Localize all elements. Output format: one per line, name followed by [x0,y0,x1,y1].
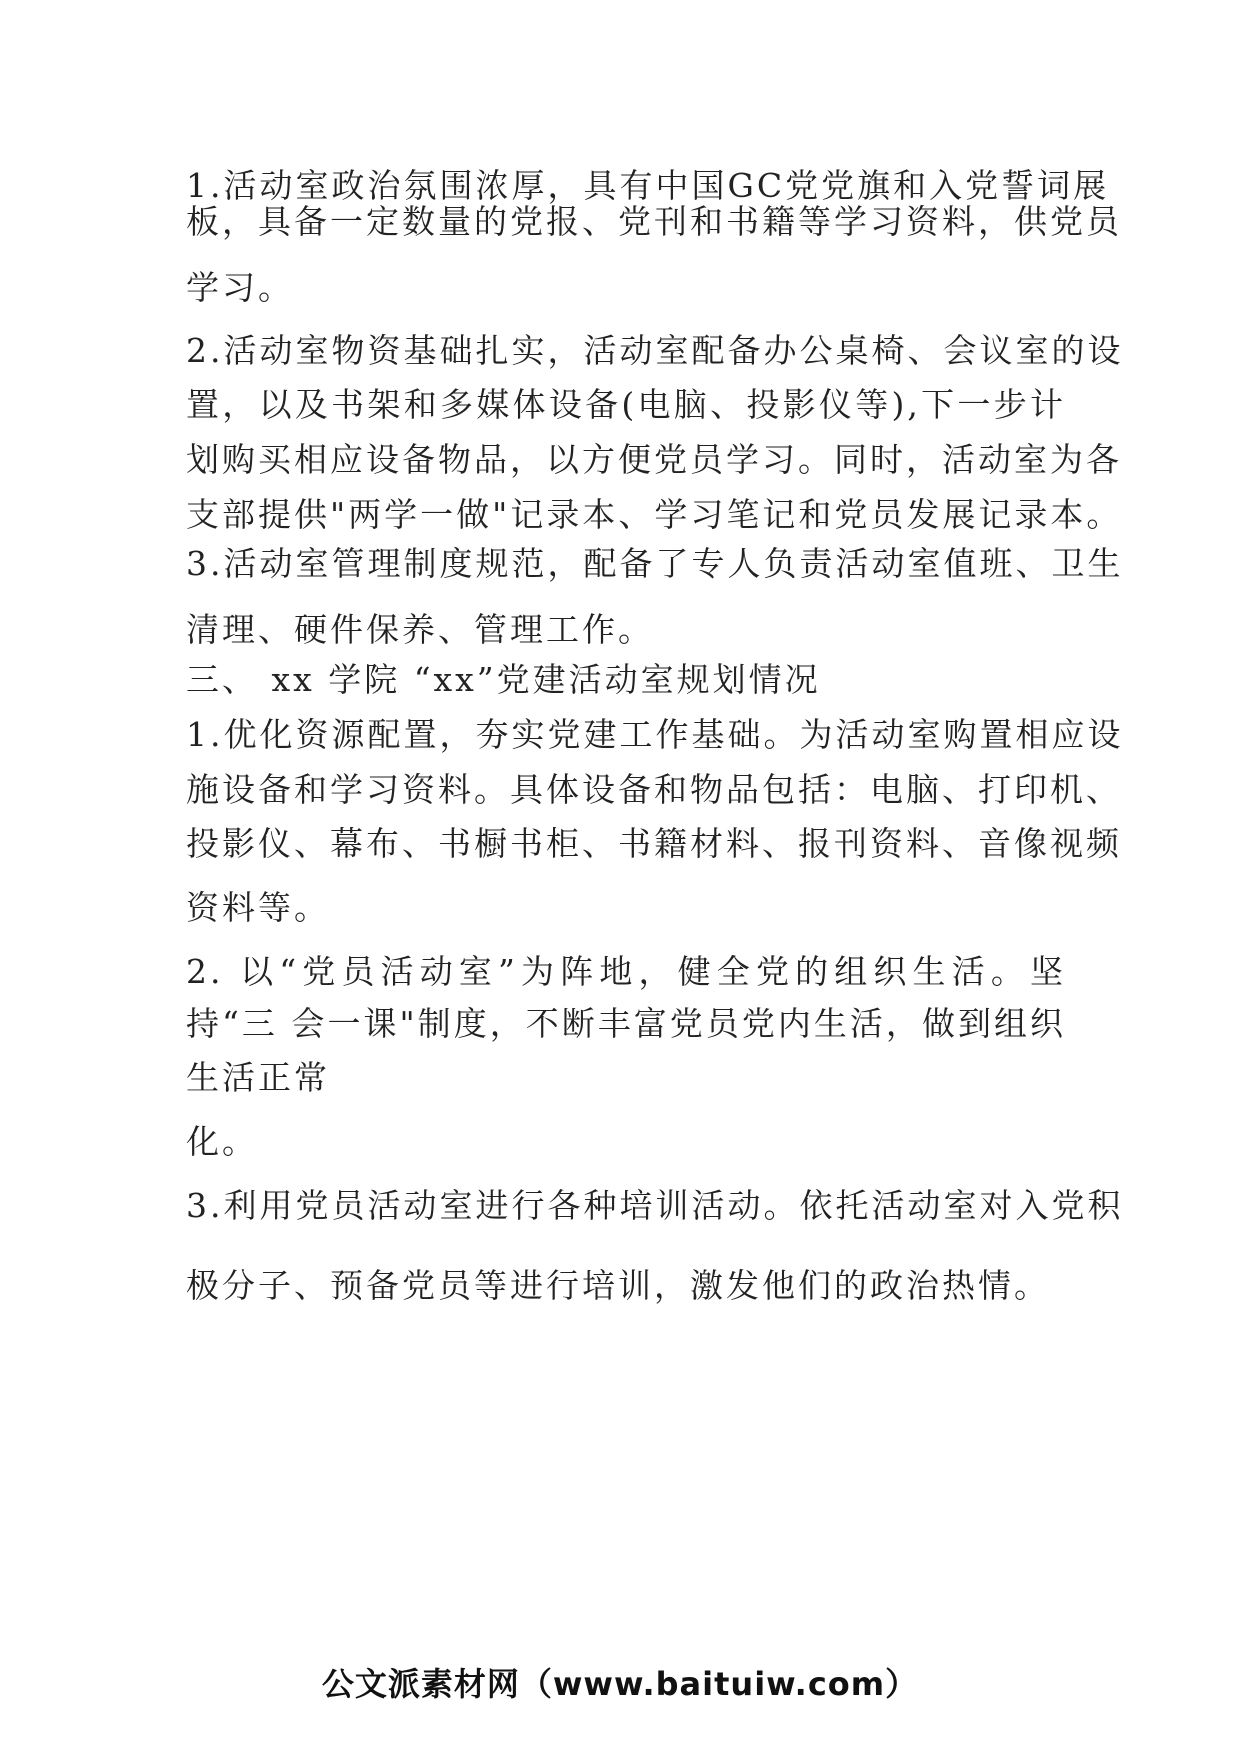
text-line-2: 板，具备一定数量的党报、党刊和书籍等学习资料，供党员 [186,202,1122,241]
text-line-4: 2.活动室物资基础扎实，活动室配备办公桌椅、会议室的设 [186,331,1124,370]
text-line-9: 清理、硬件保养、管理工作。 [186,610,654,649]
text-line-17: 生活正常 [186,1058,330,1097]
text-line-6: 划购买相应设备物品，以方便党员学习。同时，活动室为各 [186,440,1122,479]
text-line-16: 持“三 会一课"制度，不断丰富党员党内生活，做到组织 [186,1004,1066,1043]
text-line-11: 1.优化资源配置，夯实党建工作基础。为活动室购置相应设 [186,715,1124,754]
text-line-14: 资料等。 [186,888,330,927]
text-line-5: 置，以及书架和多媒体设备(电脑、投影仪等),下一步计 [186,385,1066,424]
text-line-8: 3.活动室管理制度规范，配备了专人负责活动室值班、卫生 [186,544,1124,583]
text-line-20: 极分子、预备党员等进行培训，激发他们的政治热情。 [186,1266,1050,1305]
text-line-3: 学习。 [186,268,294,307]
footer-watermark: 公文派素材网（www.baituiw.com） [321,1665,919,1703]
text-line-1: 1.活动室政治氛围浓厚，具有中国GC党党旗和入党誓词展 [186,166,1110,205]
text-line-18: 化。 [186,1122,258,1161]
text-line-13: 投影仪、幕布、书橱书柜、书籍材料、报刊资料、音像视频 [186,824,1122,863]
text-line-12: 施设备和学习资料。具体设备和物品包括：电脑、打印机、 [186,770,1122,809]
section-heading: 三、 xx 学院 “xx”党建活动室规划情况 [186,660,821,699]
text-line-19: 3.利用党员活动室进行各种培训活动。依托活动室对入党积 [186,1186,1124,1225]
text-line-7: 支部提供"两学一做"记录本、学习笔记和党员发展记录本。 [186,495,1123,534]
text-line-15: 2. 以“党员活动室”为阵地，健全党的组织生活。坚 [186,952,1066,991]
